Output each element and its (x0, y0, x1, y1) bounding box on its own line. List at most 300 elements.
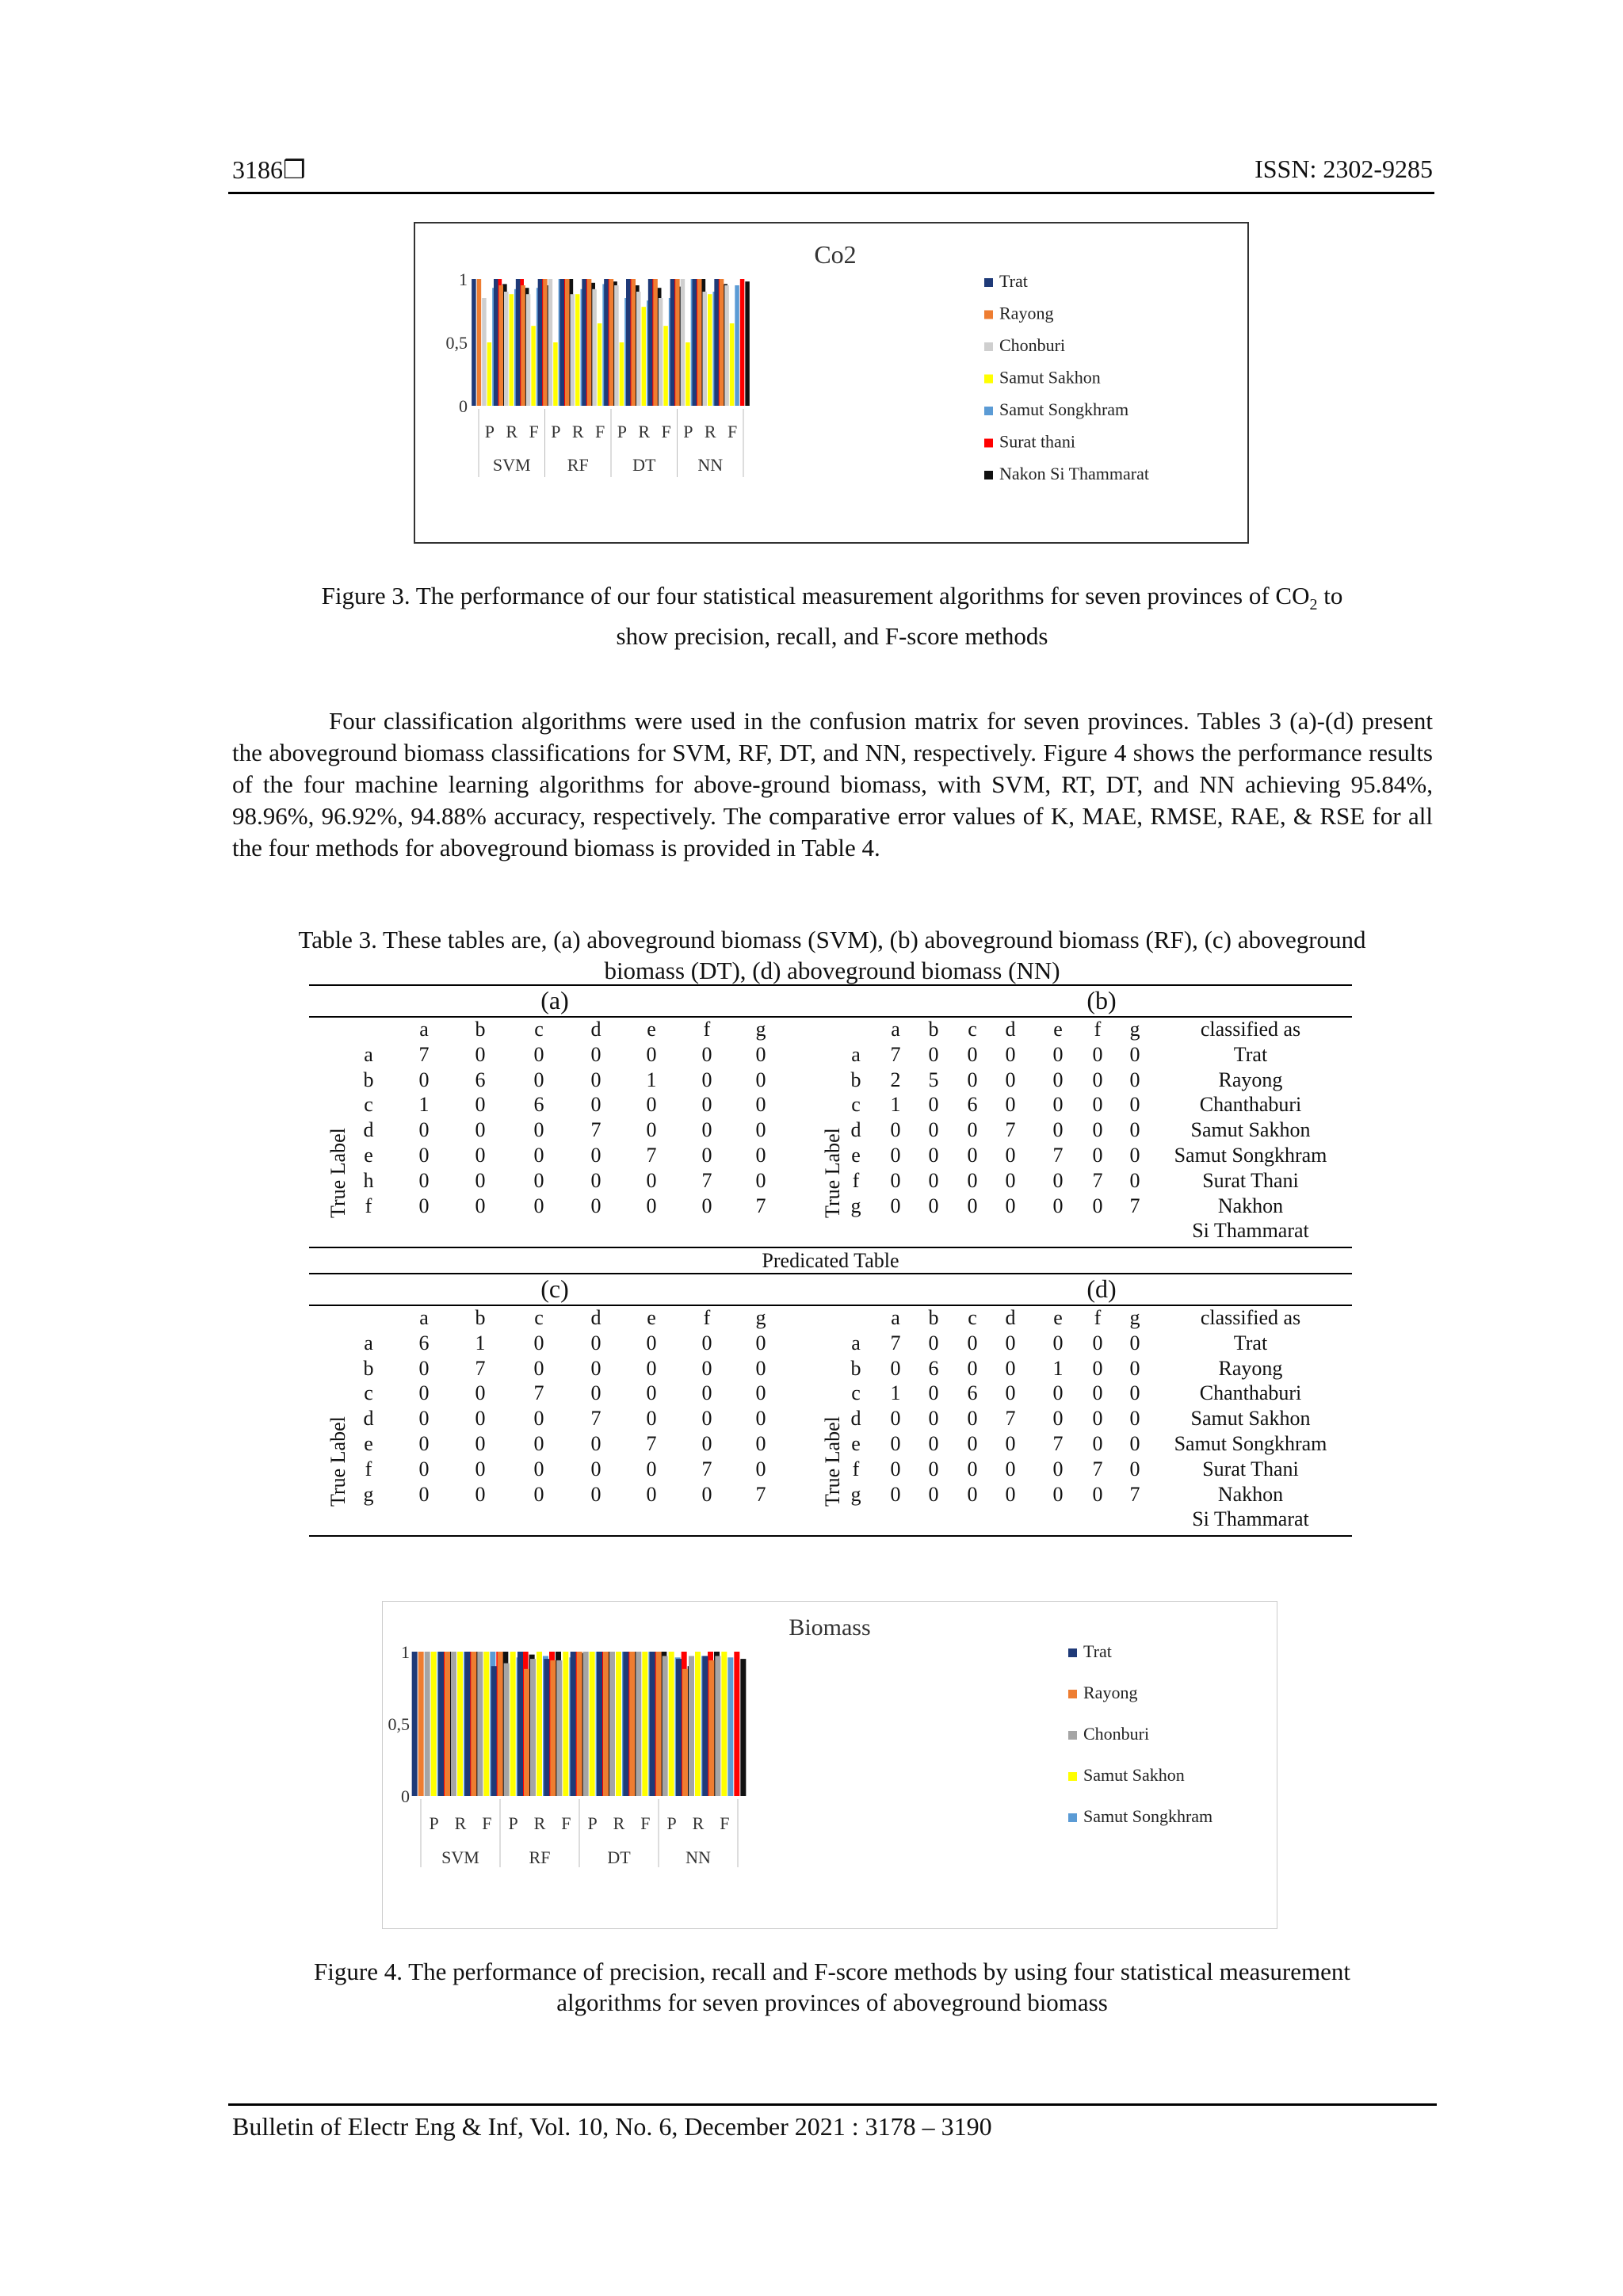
matrix-cell: 7 (418, 1042, 430, 1066)
matrix-cell: 7 (1092, 1457, 1103, 1480)
matrix-cell: 0 (1005, 1331, 1016, 1354)
table-rule (309, 1273, 1352, 1274)
matrix-cell: 0 (755, 1432, 766, 1455)
bar-trat (670, 279, 675, 406)
bar-trat (604, 279, 609, 406)
bar-samut-sakhon (531, 326, 536, 406)
class-name: Samut Sakhon (1190, 1118, 1311, 1142)
matrix-cell: 0 (1052, 1168, 1064, 1192)
row-letter: b (850, 1068, 861, 1091)
bar-rayong (550, 1660, 556, 1796)
bar-trat (560, 279, 565, 406)
figure3-frame (414, 222, 1249, 544)
bar-chonburi (556, 1660, 562, 1796)
true-label: True Label (821, 1127, 844, 1218)
col-letter: c (534, 1018, 544, 1041)
x-tick-label: F (482, 1813, 492, 1833)
matrix-cell: 0 (755, 1407, 766, 1431)
matrix-cell: 0 (1129, 1118, 1140, 1142)
matrix-cell: 0 (1052, 1194, 1064, 1217)
matrix-cell: 0 (475, 1432, 486, 1455)
matrix-cell: 0 (1129, 1356, 1140, 1380)
footer-citation: Bulletin of Electr Eng & Inf, Vol. 10, No. 6, December 2021 : 3178 – 3190 (232, 2112, 992, 2141)
matrix-cell: 0 (533, 1194, 544, 1217)
matrix-cell: 7 (533, 1381, 544, 1405)
x-tick-label: F (640, 1813, 651, 1833)
legend-swatch (984, 278, 993, 287)
legend-swatch (1068, 1648, 1077, 1657)
matrix-cell: 0 (967, 1432, 978, 1455)
matrix-cell: 6 (533, 1093, 544, 1117)
col-letter: e (647, 1018, 656, 1041)
bar-rayong (577, 1652, 582, 1796)
bar-chonburi (571, 294, 575, 406)
matrix-cell: 0 (1129, 1432, 1140, 1455)
matrix-cell: 0 (1129, 1093, 1140, 1117)
figure4-frame (382, 1601, 1277, 1929)
matrix-cell: 0 (475, 1168, 486, 1192)
matrix-cell: 0 (701, 1381, 712, 1405)
matrix-cell: 0 (590, 1042, 601, 1066)
row-letter: a (851, 1042, 861, 1066)
x-tick-label: R (571, 422, 584, 441)
row-letter: g (363, 1482, 374, 1506)
matrix-cell: 0 (590, 1144, 601, 1167)
row-letter: f (852, 1168, 860, 1192)
col-letter: b (928, 1018, 939, 1041)
matrix-cell: 0 (646, 1194, 657, 1217)
row-letter: b (363, 1068, 374, 1091)
true-label: True Label (327, 1415, 349, 1507)
class-name: Samut Songkhram (1174, 1144, 1327, 1167)
matrix-cell: 7 (590, 1407, 601, 1431)
legend-label: Samut Sakhon (1083, 1765, 1185, 1785)
col-letter: d (590, 1018, 601, 1041)
matrix-cell: 0 (590, 1168, 601, 1192)
matrix-cell: 0 (1052, 1068, 1064, 1091)
bar-samut-sakhon (431, 1652, 437, 1796)
legend-label: Samut Songkhram (999, 399, 1129, 419)
matrix-cell: 0 (928, 1331, 939, 1354)
bar-samut-sakhon (575, 294, 580, 406)
group-label: NN (685, 1847, 711, 1867)
x-tick-label: P (484, 422, 495, 441)
legend-swatch (1068, 1690, 1077, 1698)
matrix-cell: 0 (418, 1381, 430, 1405)
row-letter: d (363, 1118, 374, 1142)
bar-trat (472, 279, 476, 406)
subtable-label: (b) (1086, 986, 1117, 1014)
matrix-cell: 0 (967, 1042, 978, 1066)
matrix-cell: 0 (533, 1118, 544, 1142)
bar-chonburi (530, 1659, 536, 1796)
matrix-cell: 0 (967, 1482, 978, 1506)
row-letter: f (365, 1194, 372, 1217)
bar-samut-sakhon (483, 1652, 489, 1796)
group-label: DT (607, 1847, 631, 1867)
matrix-cell: 0 (533, 1068, 544, 1091)
chart-title: Biomass (789, 1614, 871, 1641)
bar-samut-sakhon (708, 294, 712, 406)
matrix-cell: 0 (418, 1194, 430, 1217)
matrix-cell: 0 (701, 1432, 712, 1455)
bar-trat (412, 1652, 418, 1796)
matrix-cell: 0 (418, 1432, 430, 1455)
bar-rayong (653, 279, 658, 406)
matrix-cell: 7 (1005, 1118, 1016, 1142)
bar-rayong (609, 279, 614, 406)
bar-rayong (471, 1652, 476, 1796)
matrix-cell: 0 (1092, 1407, 1103, 1431)
matrix-cell: 0 (755, 1118, 766, 1142)
bar-chonburi (548, 279, 553, 406)
bar-chonburi (689, 1656, 694, 1796)
bar-samut-sakhon (730, 323, 735, 406)
matrix-cell: 7 (475, 1356, 486, 1380)
matrix-cell: 0 (1052, 1407, 1064, 1431)
matrix-cell: 0 (928, 1168, 939, 1192)
matrix-cell: 0 (590, 1381, 601, 1405)
y-tick-label: 0,5 (388, 1714, 410, 1734)
x-tick-label: R (692, 1813, 705, 1833)
bar-chonburi (504, 1664, 510, 1796)
matrix-cell: 0 (1129, 1457, 1140, 1480)
matrix-cell: 7 (1129, 1482, 1140, 1506)
matrix-cell: 1 (890, 1381, 901, 1405)
matrix-cell: 0 (590, 1093, 601, 1117)
col-letter: a (891, 1018, 900, 1041)
matrix-cell: 1 (1052, 1356, 1064, 1380)
matrix-cell: 0 (755, 1331, 766, 1354)
true-label: True Label (821, 1415, 844, 1507)
row-letter: e (364, 1432, 373, 1455)
matrix-cell: 0 (701, 1194, 712, 1217)
y-tick-label: 0 (459, 396, 468, 416)
col-letter: g (755, 1018, 766, 1041)
bar-rayong (543, 279, 548, 406)
x-tick-label: P (683, 422, 693, 441)
matrix-cell: 6 (418, 1331, 430, 1354)
matrix-cell: 0 (475, 1482, 486, 1506)
bar-rayong (587, 279, 592, 406)
matrix-cell: 0 (1129, 1331, 1140, 1354)
bar-chonburi (724, 285, 729, 406)
matrix-cell: 0 (755, 1144, 766, 1167)
bar-rayong (629, 1652, 635, 1796)
legend-label: Nakon Si Thammarat (999, 464, 1149, 483)
x-tick-label: R (506, 422, 518, 441)
matrix-cell: 0 (418, 1144, 430, 1167)
bar-rayong (603, 1652, 609, 1796)
matrix-cell: 6 (967, 1093, 978, 1117)
bar-trat (516, 279, 521, 406)
col-letter: d (1005, 1306, 1016, 1329)
x-tick-label: R (613, 1813, 625, 1833)
matrix-cell: 7 (755, 1482, 766, 1506)
co2-chart (415, 223, 1247, 542)
matrix-cell: 0 (418, 1407, 430, 1431)
matrix-cell: 0 (533, 1144, 544, 1167)
matrix-cell: 0 (1052, 1093, 1064, 1117)
class-name: Nakhon (1217, 1482, 1284, 1506)
bar-trat (538, 279, 543, 406)
matrix-cell: 7 (890, 1331, 901, 1354)
matrix-cell: 1 (418, 1093, 430, 1117)
matrix-cell: 7 (1129, 1194, 1140, 1217)
x-tick-label: P (617, 422, 628, 441)
matrix-cell: 0 (701, 1118, 712, 1142)
subtable-label: (c) (540, 1274, 569, 1303)
bar-rayong (656, 1652, 662, 1796)
bar-rayong (565, 279, 570, 406)
matrix-cell: 0 (701, 1356, 712, 1380)
group-label: DT (632, 455, 656, 475)
matrix-cell: 0 (967, 1331, 978, 1354)
matrix-cell: 0 (590, 1068, 601, 1091)
matrix-cell: 0 (755, 1356, 766, 1380)
matrix-cell: 0 (928, 1432, 939, 1455)
classified-as-header: classified as (1200, 1018, 1301, 1041)
legend-label: Samut Songkhram (1083, 1806, 1213, 1826)
matrix-cell: 0 (1005, 1381, 1016, 1405)
matrix-cell: 0 (1052, 1482, 1064, 1506)
matrix-cell: 0 (928, 1093, 939, 1117)
matrix-cell: 0 (646, 1482, 657, 1506)
row-letter: f (365, 1457, 372, 1480)
legend-swatch (984, 407, 993, 415)
col-letter: f (1094, 1018, 1102, 1041)
matrix-cell: 0 (701, 1068, 712, 1091)
matrix-cell: 0 (1129, 1407, 1140, 1431)
matrix-cell: 7 (701, 1168, 712, 1192)
bar-trat (597, 1652, 602, 1796)
bar-trat (648, 279, 653, 406)
bar-samut-sakhon (510, 1652, 516, 1796)
legend-label: Chonburi (1083, 1724, 1150, 1744)
col-letter: f (703, 1018, 711, 1041)
bar-chonburi (451, 1652, 456, 1796)
chart-title: Co2 (814, 240, 857, 269)
bar-rayong (521, 285, 525, 406)
bar-samut-songkhram (727, 1657, 733, 1796)
matrix-cell: 0 (1052, 1118, 1064, 1142)
group-label: NN (697, 455, 724, 475)
matrix-cell: 7 (646, 1432, 657, 1455)
class-name: Surat Thani (1202, 1168, 1299, 1192)
row-letter: a (851, 1331, 861, 1354)
matrix-cell: 0 (967, 1356, 978, 1380)
group-label: RF (567, 455, 589, 475)
bar-trat (702, 1656, 708, 1796)
class-name: Si Thammarat (1192, 1507, 1309, 1531)
matrix-cell: 0 (533, 1407, 544, 1431)
matrix-cell: 0 (418, 1356, 430, 1380)
bar-rayong (682, 1669, 688, 1796)
bar-trat (464, 1652, 470, 1796)
matrix-cell: 0 (701, 1144, 712, 1167)
bar-trat (626, 279, 631, 406)
bar-chonburi (703, 292, 708, 406)
col-letter: e (1053, 1306, 1063, 1329)
matrix-cell: 0 (533, 1457, 544, 1480)
matrix-cell: 0 (418, 1068, 430, 1091)
y-tick-label: 0 (401, 1786, 410, 1806)
bar-rayong (675, 279, 680, 406)
bar-chonburi (609, 1652, 615, 1796)
class-name: Chanthaburi (1199, 1381, 1302, 1405)
matrix-cell: 0 (646, 1331, 657, 1354)
col-letter: b (475, 1018, 486, 1041)
matrix-cell: 0 (590, 1356, 601, 1380)
bar-samut-sakhon (642, 1652, 647, 1796)
bar-nakhon-si-thammarat (740, 1659, 746, 1796)
matrix-cell: 7 (1092, 1168, 1103, 1192)
matrix-cell: 0 (418, 1482, 430, 1506)
matrix-cell: 0 (967, 1068, 978, 1091)
table3-caption: Table 3. These tables are, (a) aboveground biomass (SVM), (b) aboveground biomass (RF), (c) aboveground biomass (DT), (d) aboveground biomass (NN) (298, 926, 1366, 984)
legend-swatch (984, 311, 993, 319)
x-tick-label: F (594, 422, 605, 441)
matrix-cell: 0 (590, 1482, 601, 1506)
matrix-cell: 0 (967, 1194, 978, 1217)
legend-label: Rayong (999, 303, 1054, 323)
matrix-cell: 0 (890, 1168, 901, 1192)
true-label: True Label (327, 1127, 349, 1218)
biomass-chart (383, 1602, 1277, 1928)
bar-samut-sakhon (663, 326, 668, 406)
y-tick-label: 0,5 (445, 333, 468, 353)
matrix-cell: 7 (1052, 1144, 1064, 1167)
matrix-cell: 0 (755, 1068, 766, 1091)
matrix-cell: 0 (590, 1331, 601, 1354)
matrix-cell: 5 (928, 1068, 939, 1091)
matrix-cell: 0 (928, 1144, 939, 1167)
y-tick-label: 1 (401, 1642, 410, 1662)
issn: ISSN: 2302-9285 (1254, 155, 1433, 183)
class-name: Nakhon (1217, 1194, 1284, 1217)
bar-rayong (445, 1652, 450, 1796)
matrix-cell: 0 (701, 1331, 712, 1354)
legend-label: Trat (1083, 1641, 1112, 1661)
matrix-cell: 0 (533, 1432, 544, 1455)
matrix-cell: 0 (475, 1194, 486, 1217)
bar-samut-sakhon (510, 294, 514, 406)
row-letter: a (364, 1331, 373, 1354)
matrix-cell: 0 (890, 1457, 901, 1480)
matrix-cell: 0 (1092, 1482, 1103, 1506)
matrix-cell: 0 (475, 1118, 486, 1142)
legend-label: Surat thani (999, 431, 1075, 452)
matrix-cell: 0 (928, 1118, 939, 1142)
matrix-cell: 0 (1005, 1068, 1016, 1091)
matrix-cell: 2 (890, 1068, 901, 1091)
matrix-cell: 0 (890, 1118, 901, 1142)
bar-samut-sakhon (669, 1652, 674, 1796)
matrix-cell: 0 (928, 1194, 939, 1217)
matrix-cell: 0 (1092, 1432, 1103, 1455)
matrix-cell: 7 (646, 1144, 657, 1167)
matrix-cell: 0 (533, 1331, 544, 1354)
matrix-cell: 0 (475, 1457, 486, 1480)
legend-swatch (1068, 1731, 1077, 1740)
x-tick-label: F (529, 422, 539, 441)
col-letter: c (534, 1306, 544, 1329)
matrix-cell: 0 (701, 1482, 712, 1506)
legend-label: Samut Sakhon (999, 367, 1101, 388)
figure3-caption: Figure 3. The performance of our four statistical measurement algorithms for seven provinces of $CO_2$ to show precision, recall, and F-score methods (321, 582, 1343, 651)
matrix-cell: 7 (1005, 1407, 1016, 1431)
col-letter: c (968, 1018, 977, 1041)
matrix-cell: 1 (890, 1093, 901, 1117)
legend-swatch (1068, 1772, 1077, 1781)
table-rule (309, 1535, 1352, 1537)
matrix-cell: 0 (1052, 1457, 1064, 1480)
matrix-cell: 7 (701, 1457, 712, 1480)
matrix-cell: 0 (1092, 1144, 1103, 1167)
footer-rule (228, 2103, 1437, 2106)
bar-chonburi (592, 289, 597, 406)
bar-trat (650, 1652, 655, 1796)
bar-samut-sakhon (620, 342, 624, 406)
col-letter: f (703, 1306, 711, 1329)
bar-trat (491, 1666, 497, 1796)
matrix-cell: 0 (1005, 1093, 1016, 1117)
matrix-cell: 0 (967, 1118, 978, 1142)
matrix-cell: 0 (701, 1042, 712, 1066)
matrix-cell: 0 (646, 1168, 657, 1192)
x-tick-label: F (720, 1813, 730, 1833)
class-name: Trat (1233, 1042, 1268, 1066)
bar-trat (438, 1652, 444, 1796)
matrix-cell: 0 (1052, 1381, 1064, 1405)
figure4-caption: Figure 4. The performance of precision, recall and F-score methods by using four statistical measurement algorithms for seven provinces of aboveground biomass (314, 1958, 1350, 2016)
col-letter: a (419, 1306, 429, 1329)
row-letter: b (850, 1356, 861, 1380)
matrix-cell: 0 (1052, 1331, 1064, 1354)
bar-chonburi (425, 1652, 430, 1796)
legend-swatch (984, 375, 993, 384)
matrix-cell: 0 (928, 1407, 939, 1431)
matrix-cell: 0 (967, 1168, 978, 1192)
bar-rayong (498, 1652, 503, 1796)
matrix-cell: 6 (475, 1068, 486, 1091)
row-letter: a (364, 1042, 373, 1066)
bar-trat (517, 1652, 523, 1796)
bar-samut-sakhon (537, 1652, 542, 1796)
row-letter: e (364, 1144, 373, 1167)
bar-trat (693, 279, 697, 406)
bar-chonburi (614, 285, 619, 406)
matrix-cell: 0 (1005, 1457, 1016, 1480)
col-letter: e (1053, 1018, 1063, 1041)
bar-rayong (418, 1652, 424, 1796)
page-number: 3186❒ (232, 155, 306, 184)
matrix-cell: 0 (1005, 1356, 1016, 1380)
x-tick-label: F (561, 1813, 571, 1833)
col-letter: g (755, 1306, 766, 1329)
matrix-cell: 0 (1092, 1118, 1103, 1142)
matrix-cell: 0 (928, 1381, 939, 1405)
matrix-cell: 0 (475, 1093, 486, 1117)
matrix-cell: 0 (967, 1144, 978, 1167)
bar-samut-sakhon (487, 342, 492, 406)
legend-swatch (984, 342, 993, 351)
legend-swatch (984, 439, 993, 448)
x-tick-label: P (429, 1813, 439, 1833)
col-letter: f (1094, 1306, 1102, 1329)
row-letter: g (850, 1194, 861, 1217)
bar-chonburi (583, 1652, 589, 1796)
